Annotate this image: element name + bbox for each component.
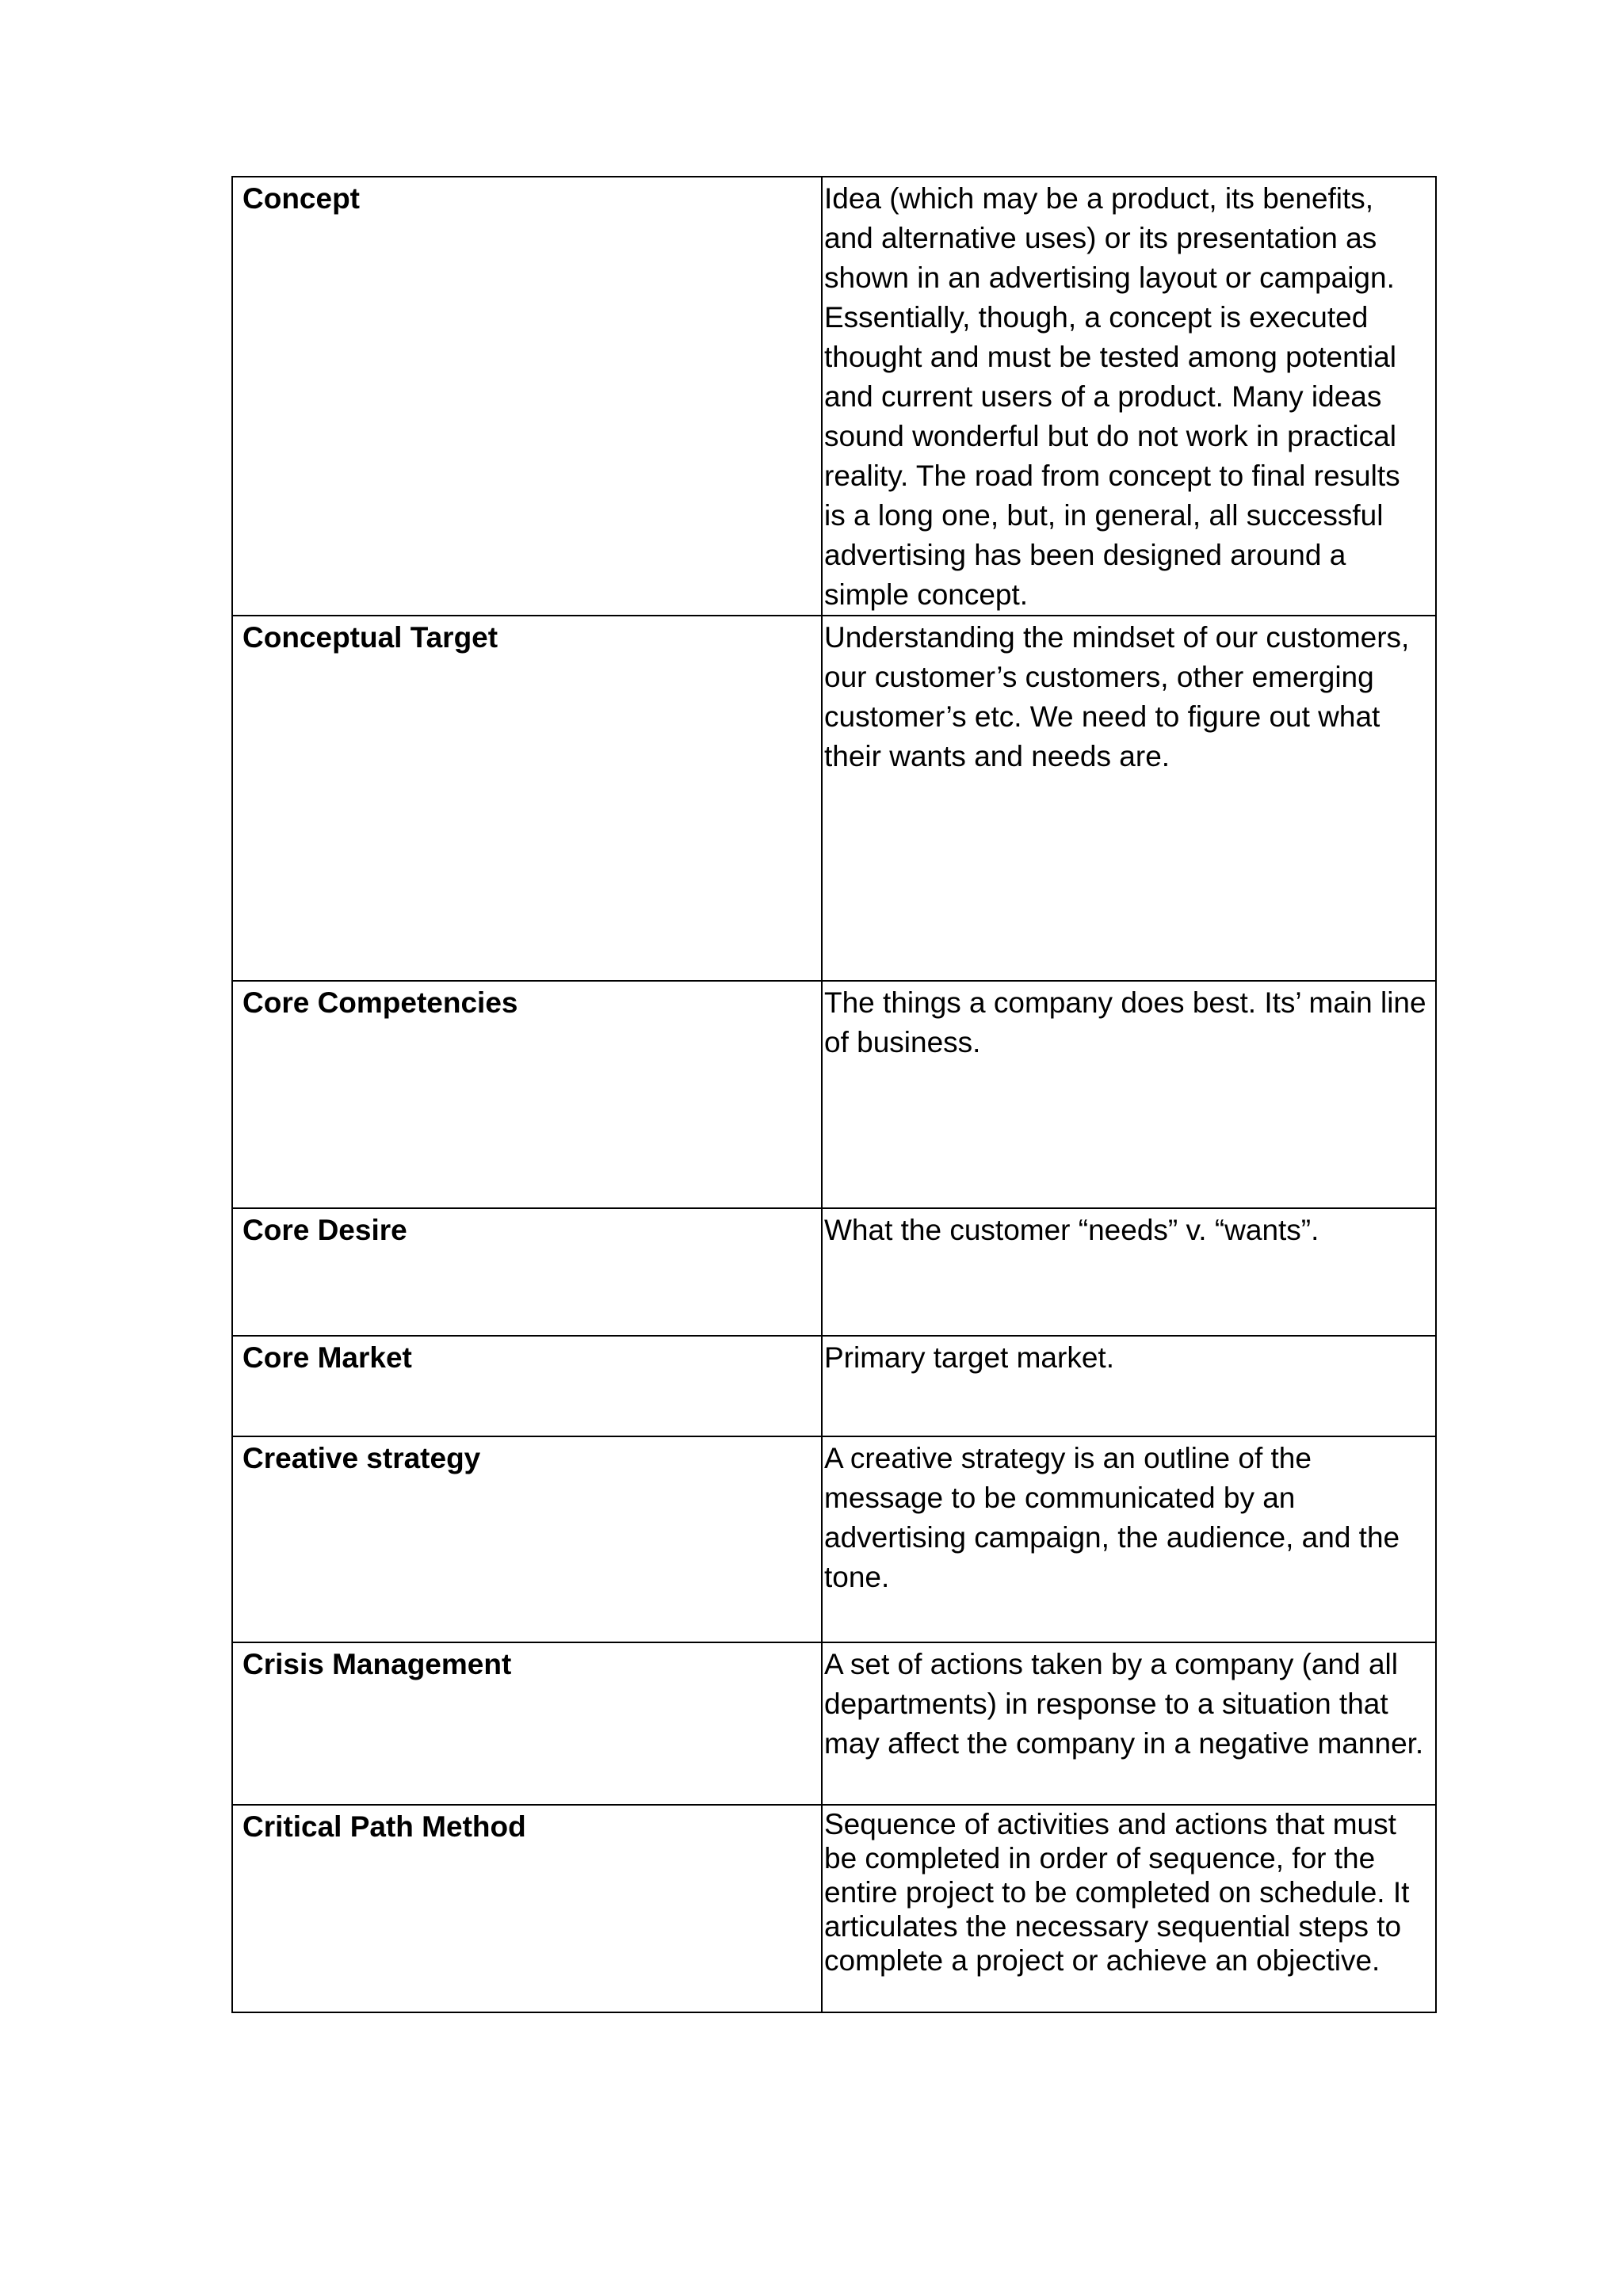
glossary-definition: A set of actions taken by a company (and all departments) in response to a situation that may affect the company in a negative manner. xyxy=(822,1642,1436,1805)
table-row xyxy=(232,177,1436,616)
table-row xyxy=(232,1805,1436,2012)
glossary-definition: Understanding the mindset of our customers, our customer’s customers, other emerging customer’s etc. We need to figure out what their wants and needs are. xyxy=(822,616,1436,981)
glossary-term: Creative strategy xyxy=(232,1436,822,1642)
glossary-term: Concept xyxy=(232,177,822,616)
glossary-table xyxy=(231,176,1437,2013)
table-row xyxy=(232,1336,1436,1436)
glossary-definition: The things a company does best. Its’ main line of business. xyxy=(822,981,1436,1208)
glossary-term: Core Competencies xyxy=(232,981,822,1208)
glossary-definition: Primary target market. xyxy=(822,1336,1436,1436)
glossary-definition: Sequence of activities and actions that must be completed in order of sequence, for the entire project to be completed on schedule. It articulates the necessary sequential steps to complete a project or achieve an objective. xyxy=(822,1805,1436,2012)
table-row xyxy=(232,1208,1436,1336)
glossary-term: Core Market xyxy=(232,1336,822,1436)
glossary-term: Crisis Management xyxy=(232,1642,822,1805)
glossary-definition: What the customer “needs” v. “wants”. xyxy=(822,1208,1436,1336)
glossary-term: Conceptual Target xyxy=(232,616,822,981)
glossary-term: Critical Path Method xyxy=(232,1805,822,2012)
glossary-definition: Idea (which may be a product, its benefits, and alternative uses) or its presentation as shown in an advertising layout or campaign. Essentially, though, a concept is executed thought and must be tested among potential and current users of a product. Many ideas sound wonderful but do not work in practical reality. The road from concept to final results is a long one, but, in general, all successful advertising has been designed around a simple concept. xyxy=(822,177,1436,616)
glossary-term: Core Desire xyxy=(232,1208,822,1336)
table-row xyxy=(232,1642,1436,1805)
table-row xyxy=(232,1436,1436,1642)
glossary-definition: A creative strategy is an outline of the message to be communicated by an advertising campaign, the audience, and the tone. xyxy=(822,1436,1436,1642)
table-row xyxy=(232,981,1436,1208)
table-row xyxy=(232,616,1436,981)
